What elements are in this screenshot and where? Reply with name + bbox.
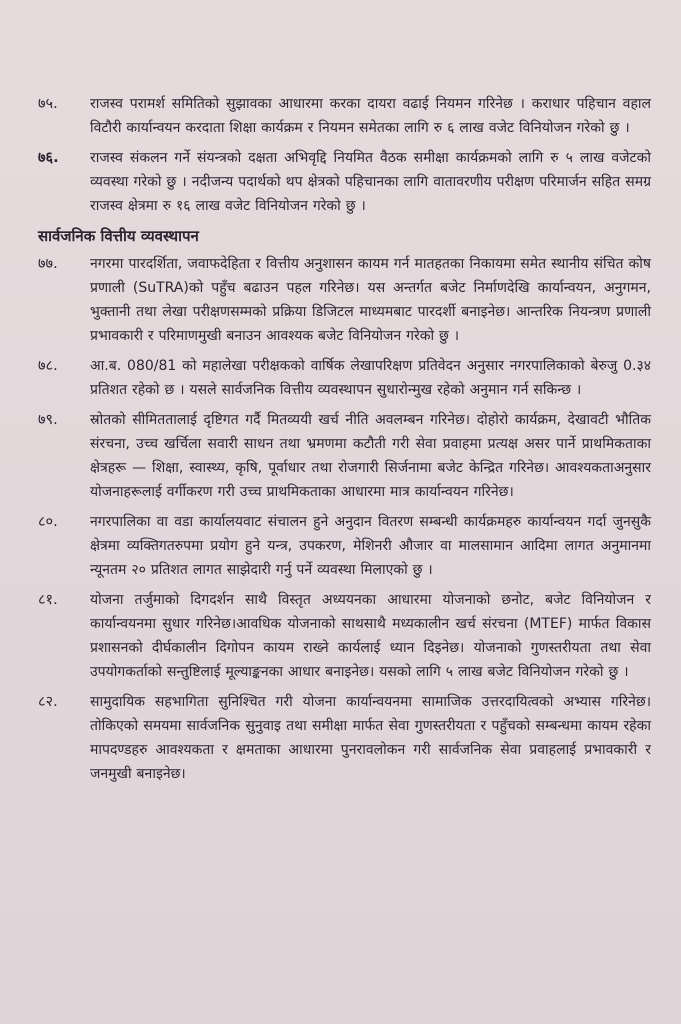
paragraph-82 [38, 690, 651, 786]
paragraph-number: ७५. [38, 96, 58, 112]
paragraph-number: ८१. [38, 592, 58, 608]
paragraph-number: ७६. [38, 150, 59, 166]
paragraph-text: योजना तर्जुमाको दिगदर्शन साथै विस्तृत अध्ययनका आधारमा योजनाको छनोट, बजेट विनियोजन र कार्यान्वयनमा सुधार गरिनेछ।आवधिक योजनाको साथसाथै मध्यकालीन खर्च संरचना (MTEF) मार्फत विकास प्रशासनको दीर्घकालीन दिगोपन कायम राख्ने कार्यलाई ध्यान दिइनेछ। योजनाको गुणस्तरीयता तथा सेवा उपयोगकर्ताको सन्तुष्टिलाई मूल्याङ्कनका आधार बनाइनेछ। यसको लागि ५ लाख बजेट विनियोजन गरेको छु । [90, 592, 651, 680]
section-heading: सार्वजनिक वित्तीय व्यवस्थापन [38, 227, 199, 245]
paragraph-number: ८२. [38, 694, 58, 710]
paragraph-79 [38, 408, 651, 504]
paragraph-text: नगरमा पारदर्शिता, जवाफदेहिता र वित्तीय अनुशासन कायम गर्न मातहतका निकायमा समेत स्थानीय संचित कोष प्रणाली (SuTRA)को पहुँच बढाउन पहल गरिनेछ। यस अन्तर्गत बजेट निर्माणदेखि कार्यान्वयन, अनुगमन, भुक्तानी तथा लेखा परीक्षणसम्मको प्रक्रिया डिजिटल माध्यमबाट पारदर्शी बनाइनेछ। आन्तरिक नियन्त्रण प्रणाली प्रभावकारी र परिमाणमुखी बनाउन आवश्यक बजेट विनियोजन गरेको छु । [90, 256, 651, 344]
paragraph-text: स्रोतको सीमिततालाई दृष्टिगत गर्दै मितव्ययी खर्च नीति अवलम्बन गरिनेछ। दोहोरो कार्यक्रम, देखावटी भौतिक संरचना, उच्च खर्चिला सवारी साधन तथा भ्रमणमा कटौती गरी सेवा प्रवाहमा प्रत्यक्ष असर पार्ने प्राथमिकताका क्षेत्रहरू — शिक्षा, स्वास्थ्य, कृषि, पूर्वाधार तथा रोजगारी सिर्जनामा बजेट केन्द्रित गरिनेछ। आवश्यकताअनुसार योजनाहरूलाई वर्गीकरण गरी उच्च प्राथमिकताका आधारमा मात्र कार्यान्वयन गरिनेछ। [90, 412, 651, 500]
paragraph-76 [38, 146, 651, 218]
paragraph-81 [38, 588, 651, 684]
paragraph-text: नगरपालिका वा वडा कार्यालयवाट संचालन हुने अनुदान वितरण सम्बन्धी कार्यक्रमहरु कार्यान्वयन गर्दा जुनसुकै क्षेत्रमा व्यक्तिगतरुपमा प्रयोग हुने यन्त्र, उपकरण, मेशिनरी औजार वा मालसामान आदिमा लागत अनुमानमा न्यूनतम २० प्रतिशत लागत साझेदारी गर्नु पर्ने व्यवस्था मिलाएको छु । [90, 514, 651, 578]
paragraph-number: ७८. [38, 358, 58, 374]
paragraph-text: आ.ब. 080/81 को महालेखा परीक्षकको वार्षिक लेखापरिक्षण प्रतिवेदन अनुसार नगरपालिकाको बेरुजु 0.३४ प्रतिशत रहेको छ । यसले सार्वजनिक वित्तीय व्यवस्थापन सुधारोन्मुख रहेको अनुमान गर्न सकिन्छ । [90, 358, 651, 398]
paragraph-75 [38, 92, 651, 140]
paragraph-text: सामुदायिक सहभागिता सुनिश्चित गरी योजना कार्यान्वयनमा सामाजिक उत्तरदायित्वको अभ्यास गरिनेछ।तोकिएको समयमा सार्वजनिक सुनुवाइ तथा समीक्षा मार्फत सेवा गुणस्तरीयता र पहुँचको सम्बन्धमा कायम रहेका मापदण्डहरु आवश्यकता र क्षमताका आधारमा पुनरावलोकन गरी सार्वजनिक सेवा प्रवाहलाई प्रभावकारी र जनमुखी बनाइनेछ। [90, 694, 651, 782]
paragraph-80 [38, 510, 651, 582]
paragraph-77 [38, 252, 651, 348]
paragraph-number: ७९. [38, 412, 58, 428]
paragraph-78 [38, 354, 651, 402]
paragraph-text: राजस्व संकलन गर्ने संयन्त्रको दक्षता अभिवृद्दि नियमित वैठक समीक्षा कार्यक्रमको लागि रु ५ लाख वजेटको व्यवस्था गरेको छु । नदीजन्य पदार्थको थप क्षेत्रको पहिचानका लागि वातावरणीय परीक्षण परिमार्जन सहित समग्र राजस्व क्षेत्रमा रु १६ लाख वजेट विनियोजन गरेको छु । [90, 150, 651, 214]
paragraph-number: ८०. [38, 514, 58, 530]
paragraph-number: ७७. [38, 256, 58, 272]
paragraph-text: राजस्व परामर्श समितिको सुझावका आधारमा करका दायरा वढाई नियमन गरिनेछ । कराधार पहिचान वहाल विटौरी कार्यान्वयन करदाता शिक्षा कार्यक्रम र नियमन समेतका लागि रु ६ लाख वजेट विनियोजन गरेको छु । [90, 96, 651, 136]
